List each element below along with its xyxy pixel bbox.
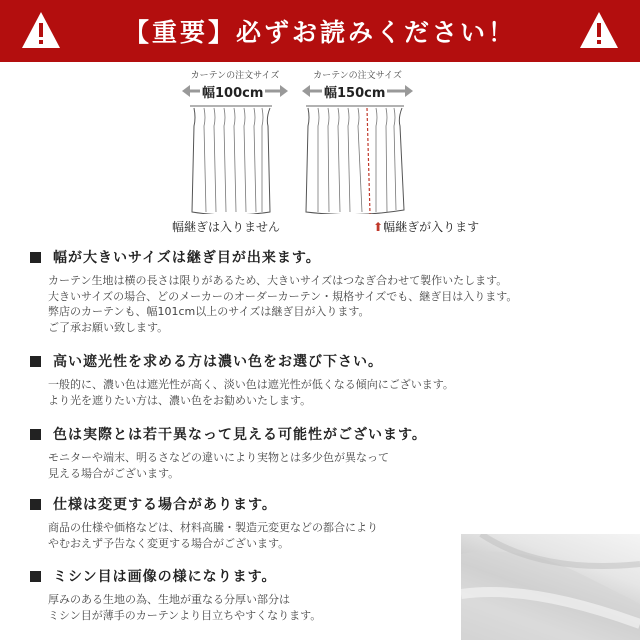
warning-icon — [578, 10, 620, 50]
section-seam — [30, 247, 630, 335]
width-indicator — [180, 81, 290, 101]
bullet-square-icon — [30, 429, 41, 440]
body-line: モニターや端末、明るさなどの違いにより実物とは多少色が異なって — [48, 451, 389, 464]
warning-icon — [20, 10, 62, 50]
warning-banner — [0, 0, 640, 62]
body-line: 厚みのある生地の為、生地が重なる分厚い部分は — [48, 593, 290, 606]
bullet-square-icon — [30, 252, 41, 263]
body-line: 商品の仕様や価格などは、材料高騰・製造元変更などの都合により — [48, 521, 378, 534]
body-line: やむおえず予告なく変更する場合がございます。 — [48, 536, 290, 550]
fabric-fold-image — [461, 534, 640, 640]
seam-caption-text: 幅継ぎが入ります — [383, 220, 480, 234]
curtain-diagram-100 — [180, 68, 290, 101]
fabric-swatch-image — [461, 534, 640, 640]
seam-line — [367, 108, 370, 214]
curtain-diagram-150 — [300, 68, 415, 101]
width-label: 幅100cm — [200, 82, 265, 101]
body-line: カーテン生地は横の長さは限りがあるため、大きいサイズはつなぎ合わせて製作いたします。 — [48, 274, 508, 287]
order-size-caption: カーテンの注文サイズ — [313, 71, 402, 81]
section-title: 仕様は変更する場合があります。 — [53, 497, 277, 513]
body-line: 弊店のカーテンも、幅101cm以上のサイズは継ぎ目が入ります。 — [48, 305, 370, 318]
bullet-square-icon — [30, 499, 41, 510]
body-line: ご了承お願い致します。 — [48, 320, 169, 334]
arrow-up-icon: ⬆ — [373, 220, 384, 234]
section-body — [48, 377, 630, 408]
curtain-icon — [180, 102, 290, 214]
body-line: 大きいサイズの場合、どのメーカーのオーダーカーテン・規格サイズでも、継ぎ目は入ります。 — [48, 289, 518, 303]
body-line: より光を遮りたい方は、濃い色をお勧めいたします。 — [48, 393, 312, 407]
order-size-caption: カーテンの注文サイズ — [190, 71, 280, 81]
section-body — [48, 273, 630, 335]
curtain-icon — [300, 102, 415, 214]
bullet-square-icon — [30, 571, 41, 582]
banner-title: 【重要】必ずお読みください！ — [123, 18, 516, 47]
body-line: 一般的に、濃い色は遮光性が高く、淡い色は遮光性が低くなる傾向にございます。 — [48, 378, 454, 391]
section-color — [30, 424, 630, 481]
body-line: ミシン目が薄手のカーテンより目立ちやすくなります。 — [48, 608, 322, 622]
seam-caption — [373, 218, 479, 235]
section-title: 高い遮光性を求める方は濃い色をお選び下さい。 — [53, 354, 383, 370]
bullet-square-icon — [30, 356, 41, 367]
section-blackout — [30, 351, 630, 408]
section-title: 色は実際とは若干異なって見える可能性がございます。 — [53, 427, 427, 443]
no-seam-caption: 幅継ぎは入りません — [172, 220, 281, 234]
width-indicator — [300, 81, 415, 101]
section-title: ミシン目は画像の様になります。 — [53, 569, 277, 585]
section-title: 幅が大きいサイズは継ぎ目が出来ます。 — [53, 250, 321, 266]
body-line: 見える場合がございます。 — [48, 466, 180, 480]
width-label: 幅150cm — [322, 82, 387, 101]
section-body — [48, 450, 630, 481]
